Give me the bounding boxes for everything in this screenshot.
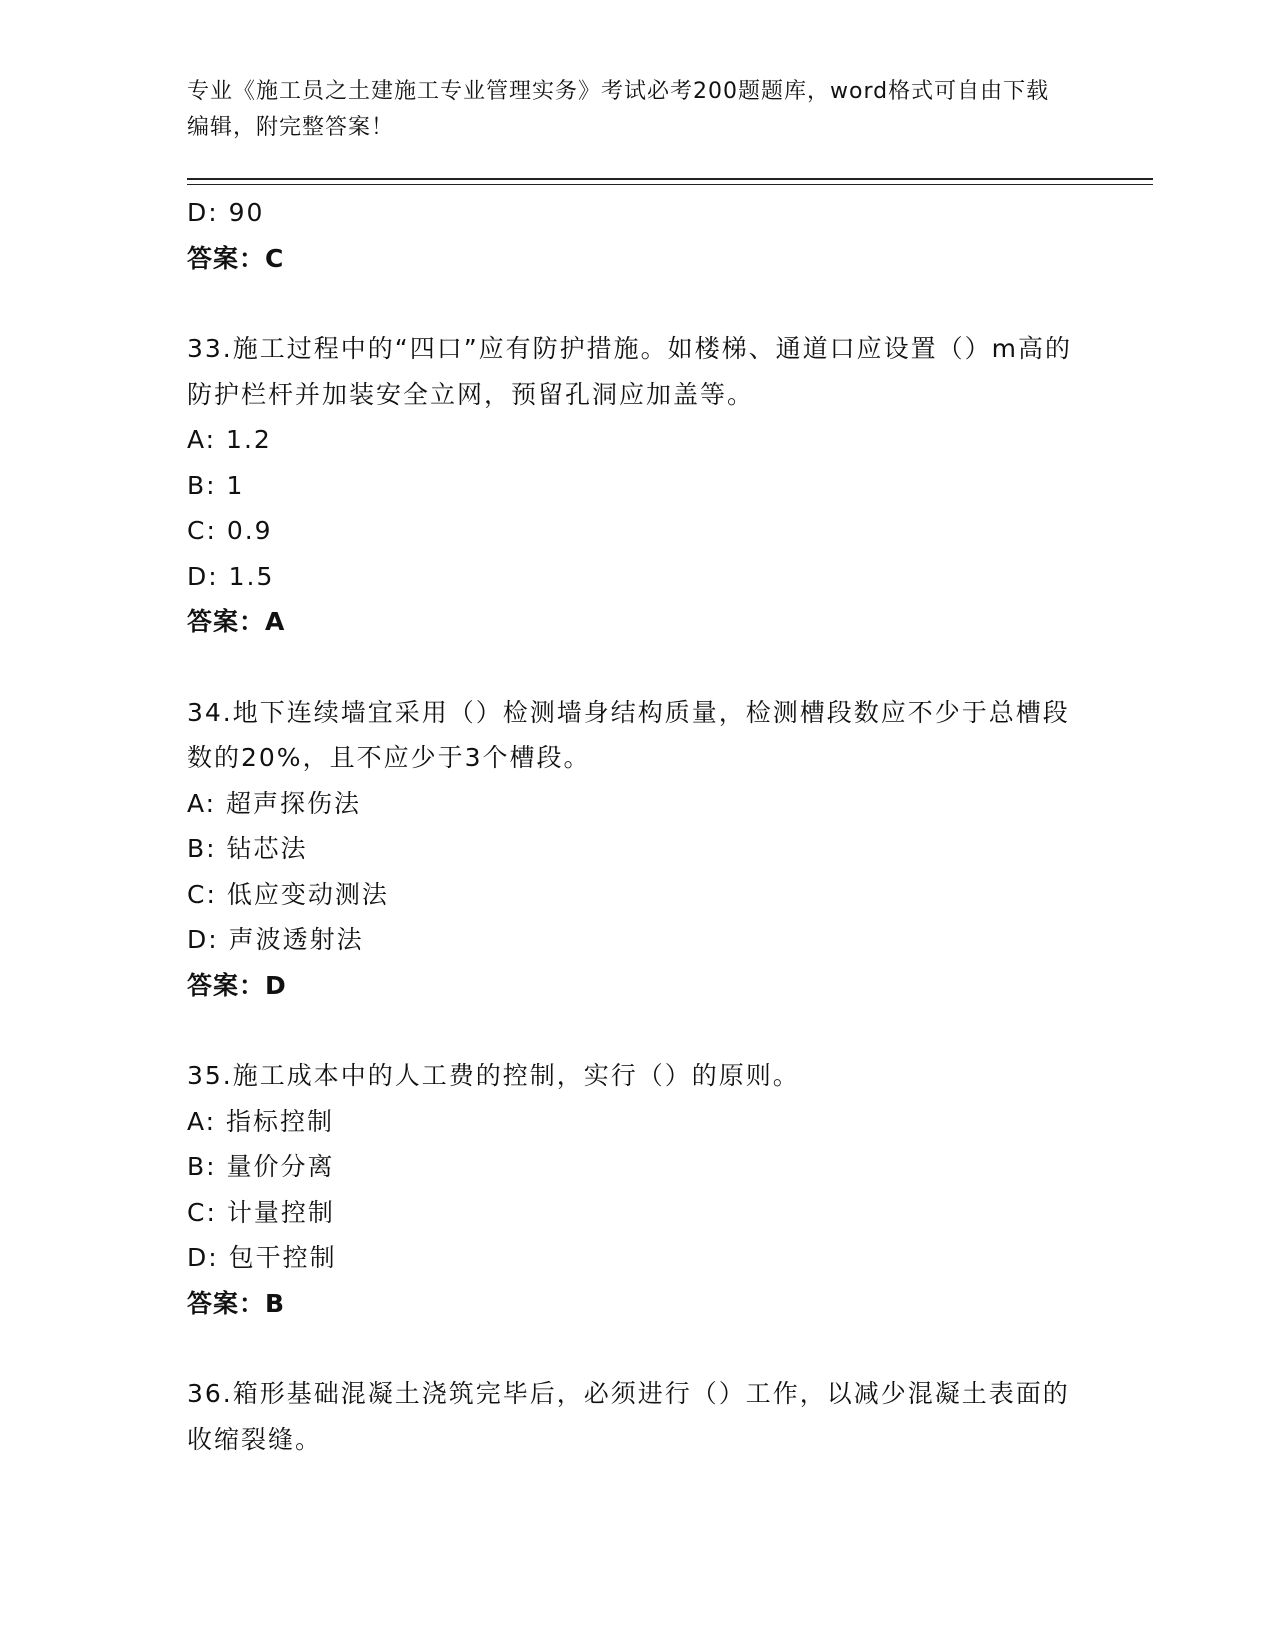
answer: 答案：D	[187, 970, 287, 1000]
option-b: B: 钻芯法	[187, 834, 308, 863]
question-36	[187, 1371, 1087, 1462]
option-c: C: 计量控制	[187, 1197, 335, 1227]
header-rule-thick	[187, 178, 1153, 180]
question-35	[187, 1053, 1087, 1326]
question-stem: 34.地下连续墙宜采用（）检测墙身结构质量，检测槽段数应不少于总槽段数的20%，且不应少于3个槽段。	[187, 697, 1070, 772]
option-d: D: 1.5	[187, 561, 275, 591]
option-a: A: 指标控制	[187, 1106, 335, 1136]
option-b: B: 1	[187, 470, 245, 500]
option-a: A: 超声探伤法	[187, 788, 362, 818]
question-stem: 35.施工成本中的人工费的控制，实行（）的原则。	[187, 1061, 800, 1090]
question-list	[187, 190, 1087, 1462]
header-rule-thin	[187, 184, 1153, 185]
prev-answer: 答案：C	[187, 243, 285, 273]
option-b: B: 量价分离	[187, 1152, 335, 1181]
answer: 答案：B	[187, 1288, 286, 1318]
option-d: D: 声波透射法	[187, 925, 364, 954]
question-stem: 36.箱形基础混凝土浇筑完毕后，必须进行（）工作，以减少混凝土表面的收缩裂缝。	[187, 1379, 1070, 1454]
option-a: A: 1.2	[187, 425, 272, 454]
question-34	[187, 690, 1087, 1009]
prev-option-d: D: 90	[187, 198, 265, 227]
question-33	[187, 326, 1087, 645]
option-d: D: 包干控制	[187, 1243, 337, 1272]
answer: 答案：A	[187, 607, 286, 636]
option-c: C: 0.9	[187, 516, 273, 545]
question-stem: 33.施工过程中的“四口”应有防护措施。如楼梯、通道口应设置（）m高的防护栏杆并加装安全立网，预留孔洞应加盖等。	[187, 334, 1073, 409]
document-header: 专业《施工员之土建施工专业管理实务》考试必考200题题库，word格式可自由下载编辑，附完整答案！	[187, 79, 1050, 140]
option-c: C: 低应变动测法	[187, 879, 389, 909]
